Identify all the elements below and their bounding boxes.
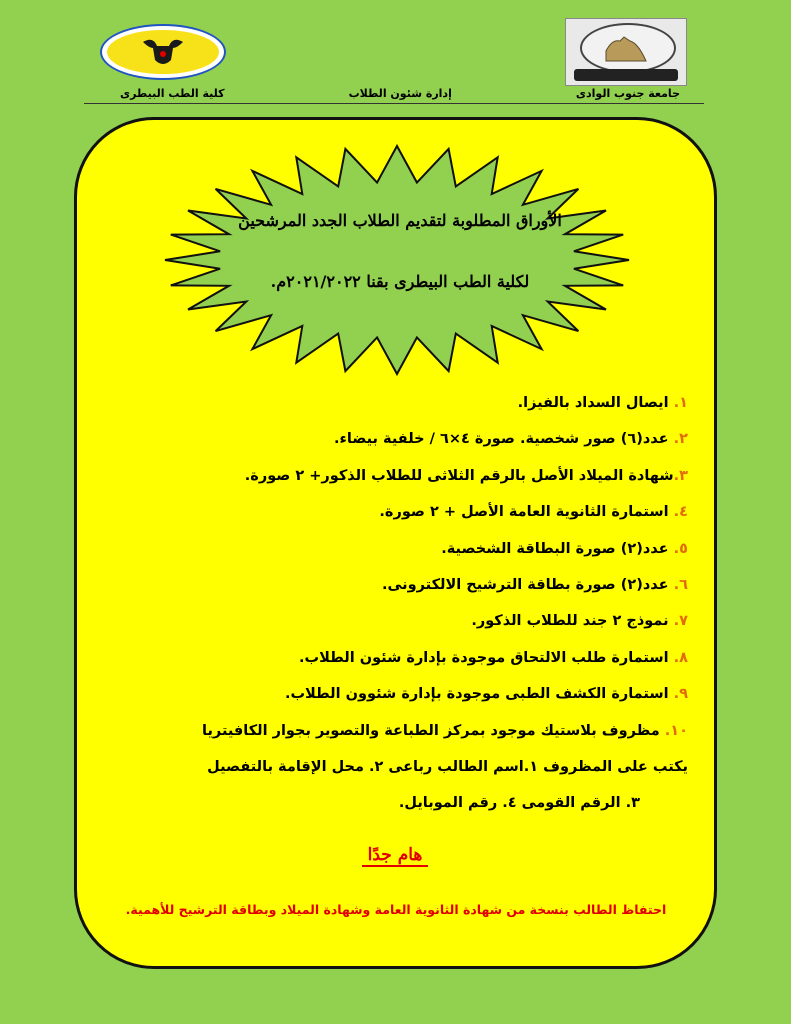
title-block bbox=[190, 195, 610, 345]
list-item: ٧. نموذج ٢ جند للطلاب الذكور. bbox=[471, 613, 688, 630]
list-item: ١٠. مظروف بلاستيك موجود بمركز الطباعة والتصوير بجوار الكافيتريا bbox=[202, 722, 688, 739]
header bbox=[120, 84, 680, 102]
university-logo-icon bbox=[565, 18, 687, 86]
list-item: ٨. استمارة طلب الالتحاق موجودة بإدارة شئون الطلاب. bbox=[299, 649, 688, 666]
important-note: احتفاظ الطالب بنسخة من شهادة الثانوية العامة وشهادة الميلاد وبطاقة الترشيح للأهمية. bbox=[125, 902, 667, 917]
important-heading: هام جدًا bbox=[300, 845, 490, 865]
header-divider bbox=[84, 103, 704, 104]
department-name: إدارة شئون الطلاب bbox=[348, 86, 452, 100]
list-item: ٣.شهادة الميلاد الأصل بالرقم الثلاثى للطلاب الذكور+ ٢ صورة. bbox=[244, 467, 688, 484]
item-10-continuation-2: ٣. الرقم القومى ٤. رقم الموبايل. bbox=[398, 795, 640, 812]
university-name: جامعة جنوب الوادى bbox=[575, 86, 680, 100]
bull-emblem-icon bbox=[133, 34, 193, 70]
list-item: ١. ايصال السداد بالفيزا. bbox=[517, 395, 688, 411]
list-item: ٤. استمارة الثانوية العامة الأصل + ٢ صورة. bbox=[379, 504, 688, 521]
list-item: ٦. عدد(٢) صورة بطاقة الترشيح الالكترونى. bbox=[382, 576, 688, 593]
title-line-2: لكلية الطب البيطرى بقنا ٢٠٢١/٢٠٢٢م. bbox=[270, 272, 530, 291]
item-10-continuation-1: يكتب على المظروف ١.اسم الطالب رباعى ٢. محل الإقامة بالتفصيل bbox=[207, 758, 688, 775]
list-item: ٩. استمارة الكشف الطبى موجودة بإدارة شئوون الطلاب. bbox=[284, 686, 688, 703]
title-line-1: الأوراق المطلوبة لتقديم الطلاب الجدد المرشحين bbox=[238, 211, 562, 230]
list-item: ٢. عدد(٦) صور شخصية. صورة ٤×٦ / خلفية بيضاء. bbox=[333, 431, 688, 448]
faculty-logo-icon bbox=[100, 24, 226, 80]
sphinx-emblem-icon bbox=[602, 33, 650, 63]
requirements-list bbox=[110, 385, 688, 822]
list-item: ٥. عدد(٢) صورة البطاقة الشخصية. bbox=[441, 540, 688, 557]
faculty-name: كلية الطب البيطرى bbox=[120, 86, 225, 100]
